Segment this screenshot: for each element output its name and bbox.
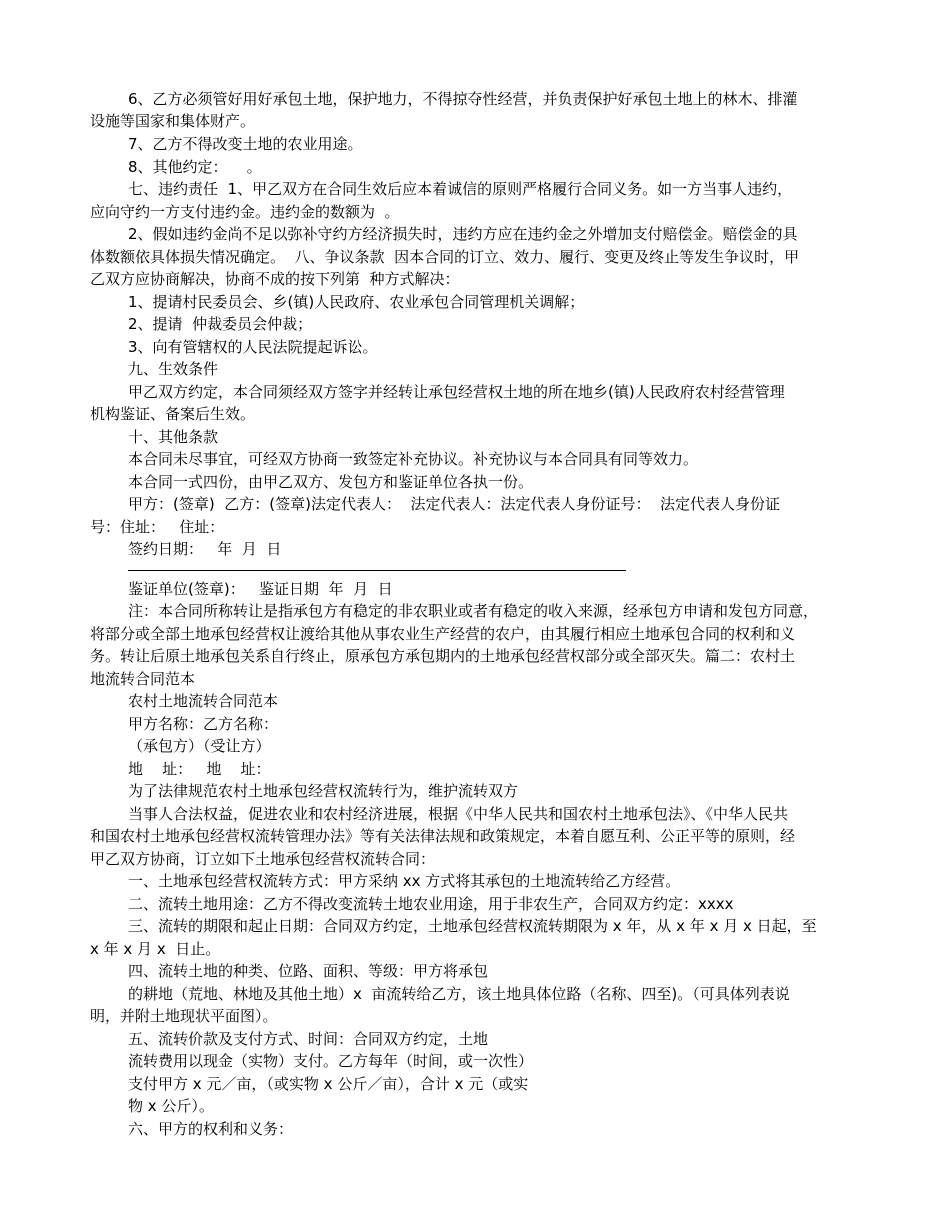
- text-line: 流转费用以现金（实物）支付。乙方每年（时间，或一次性）: [128, 1052, 534, 1070]
- text-line: 为了法律规范农村土地承包经营权流转行为，维护流转双方: [128, 782, 519, 800]
- text-line: 和国农村土地承包经营权流转管理办法》等有关法律法规和政策规定，本着自愿互利、公正平等的原则，经: [90, 827, 796, 845]
- text-line: 本合同一式四份，由甲乙双方、发包方和鉴证单位各执一份。: [128, 473, 534, 491]
- text-line: 7、乙方不得改变土地的农业用途。: [128, 135, 363, 153]
- text-line: 十、其他条款: [128, 428, 219, 446]
- text-line: 应向守约一方支付违约金。违约金的数额为 。: [90, 203, 400, 221]
- text-line: 九、生效条件: [128, 360, 219, 378]
- text-line: 务。转让后原土地承包关系自行终止，原承包方承包期内的土地承包经营权部分或全部灭失。篇二：农村土: [90, 647, 796, 665]
- text-line: 6、乙方必须管好用好承包土地，保护地力，不得掠夺性经营，并负责保护好承包土地上的林木、排灌: [128, 90, 798, 108]
- text-line: 2、假如违约金尚不足以弥补守约方经济损失时，违约方应在违约金之外增加支付赔偿金。赔偿金的具: [128, 225, 798, 243]
- text-line: 一、土地承包经营权流转方式：甲方采纳 xx 方式将其承包的土地流转给乙方经营。: [128, 872, 681, 890]
- text-line: 地流转合同范本: [90, 670, 196, 688]
- text-line: 三、流转的期限和起止日期：合同双方约定，土地承包经营权流转期限为 x 年，从 x 年 x 月 x 日起，至: [128, 917, 817, 935]
- text-line: 地 址： 地 址：: [128, 760, 271, 778]
- text-line: 将部分或全部土地承包经营权让渡给其他从事农业生产经营的农户，由其履行相应土地承包合同的权利和义: [90, 625, 796, 643]
- text-line: 签约日期： 年 月 日: [128, 540, 282, 558]
- text-line: 的耕地（荒地、林地及其他土地）x 亩流转给乙方，该土地具体位路（名称、四至)。（可具体列表说: [128, 985, 790, 1003]
- text-line: 3、向有管辖权的人民法院提起诉讼。: [128, 338, 378, 356]
- text-line: 二、流转土地用途：乙方不得改变流转土地农业用途，用于非农生产，合同双方约定：xxxx: [128, 895, 734, 913]
- text-line: x 年 x 月 x 日止。: [90, 940, 221, 958]
- text-line: 五、流转价款及支付方式、时间：合同双方约定，土地: [128, 1030, 489, 1048]
- text-line: 甲乙双方约定，本合同须经双方签字并经转让承包经营权土地的所在地乡(镇)人民政府农村经营管理: [128, 383, 785, 401]
- text-line: 当事人合法权益，促进农业和农村经济进展，根据《中华人民共和国农村土地承包法》、《中华人民共: [128, 805, 789, 823]
- text-line: 支付甲方 x 元／亩，（或实物 x 公斤／亩），合计 x 元（或实: [128, 1075, 529, 1093]
- text-line: 乙双方应协商解决，协商不成的按下列第 种方式解决：: [90, 270, 460, 288]
- text-line: 七、违约责任 1、甲乙双方在合同生效后应本着诚信的原则严格履行合同义务。如一方当事人违约，: [128, 180, 793, 198]
- text-line: 农村土地流转合同范本: [128, 692, 279, 710]
- text-line: 四、流转土地的种类、位路、面积、等级：甲方将承包: [128, 962, 489, 980]
- text-line: 鉴证单位(签章)： 鉴证日期 年 月 日: [128, 580, 393, 598]
- text-line: 明，并附土地现状平面图）。: [90, 1007, 278, 1025]
- text-line: 机构鉴证、备案后生效。: [90, 405, 256, 423]
- text-line: 本合同未尽事宜，可经双方协商一致签定补充协议。补充协议与本合同具有同等效力。: [128, 450, 699, 468]
- text-line: 甲乙双方协商，订立如下土地承包经营权流转合同：: [90, 850, 436, 868]
- signature-rule: [128, 570, 626, 571]
- text-line: 8、其他约定： 。: [128, 158, 262, 176]
- text-line: （承包方）（受让方）: [128, 737, 271, 755]
- text-line: 注：本合同所称转让是指承包方有稳定的非农职业或者有稳定的收入来源，经承包方申请和发包方同意，: [128, 602, 819, 620]
- text-line: 六、甲方的权利和义务：: [128, 1120, 294, 1138]
- text-line: 体数额依具体损失情况确定。 八、争议条款 因本合同的订立、效力、履行、变更及终止等发生争议时，甲: [90, 248, 800, 266]
- text-line: 号：住址： 住址：: [90, 518, 225, 536]
- text-line: 设施等国家和集体财产。: [90, 112, 256, 130]
- text-line: 2、提请 仲裁委员会仲裁；: [128, 315, 313, 333]
- text-line: 物 x 公斤）。: [128, 1097, 214, 1115]
- text-line: 1、提请村民委员会、乡(镇)人民政府、农业承包合同管理机关调解；: [128, 293, 585, 311]
- text-line: 甲方：(签章) 乙方：(签章)法定代表人： 法定代表人：法定代表人身份证号： 法定代表人身份证: [128, 495, 781, 513]
- text-line: 甲方名称：乙方名称：: [128, 715, 279, 733]
